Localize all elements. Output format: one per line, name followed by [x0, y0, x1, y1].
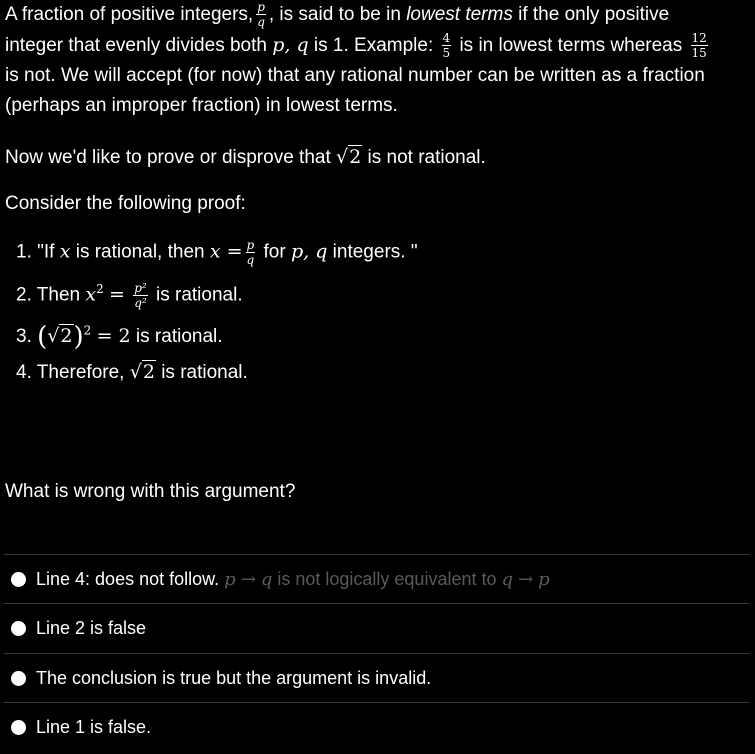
proof-step-1: 1. "If x is rational, then x = $\frac{p}{q}$ for p, q integers. " — [16, 238, 418, 267]
radio-button-icon[interactable] — [11, 621, 26, 636]
proof-step-3: 3. $(√2)^2 = 2$ is rational. — [16, 322, 223, 352]
proof-step-4: 4. Therefore, √2 is rational. — [16, 361, 248, 383]
answer-option-2[interactable]: Line 2 is false — [4, 603, 749, 652]
sqrt-2: √2 — [47, 325, 73, 347]
fraction-p2-over-q2: $\frac{\text{p²}}{\text{q²}}$ — [134, 281, 147, 310]
lowest-terms-emphasis: lowest terms — [406, 4, 513, 25]
sqrt-2: √2 — [336, 146, 362, 168]
question-prompt — [5, 0, 750, 121]
radio-button-icon[interactable] — [11, 720, 26, 735]
proof-step-2: 2. Then $x^2$ = $\frac{\text{p²}}{\text{q²}}$ is rational. — [16, 281, 243, 310]
radio-button-icon[interactable] — [11, 671, 26, 686]
definition-line-3: is not. We will accept (for now) that any rational number can be written as a fraction — [5, 65, 705, 86]
answer-option-1[interactable]: Line 4: does not follow. p → q is not logically equivalent to q → p — [4, 554, 749, 603]
definition-line-4: (perhaps an improper fraction) in lowest terms. — [5, 95, 398, 116]
fraction-12-over-15: $\frac{12}{15}$ — [691, 31, 707, 61]
claim-statement: Now we'd like to prove or disprove that √2 is not rational. — [5, 146, 486, 168]
answer-option-4[interactable]: Line 1 is false. — [4, 702, 749, 751]
sqrt-2: √2 — [129, 361, 155, 383]
fraction-p-over-q: $\frac{p}{q}$ — [246, 238, 255, 267]
radio-button-icon[interactable] — [11, 572, 26, 587]
option-1-faint-explanation: p → q is not logically equivalent to q → p — [224, 568, 550, 590]
answer-option-3[interactable]: The conclusion is true but the argument is invalid. — [4, 653, 749, 702]
question-ask: What is wrong with this argument? — [5, 481, 296, 502]
definition-line-1: A fraction of positive integers, $\frac{p}{q}$ , is said to be in lowest terms if the only positive — [5, 0, 670, 30]
definition-line-2: integer that evenly divides both p, q is 1. Example: $\frac{4}{5}$ is in lowest terms whereas $\frac{12}{15}$ — [5, 31, 707, 61]
consider-heading: Consider the following proof: — [5, 193, 246, 214]
fraction-4-over-5: $\frac{4}{5}$ — [442, 31, 451, 61]
fraction-p-over-q: $\frac{p}{q}$ — [257, 0, 265, 30]
